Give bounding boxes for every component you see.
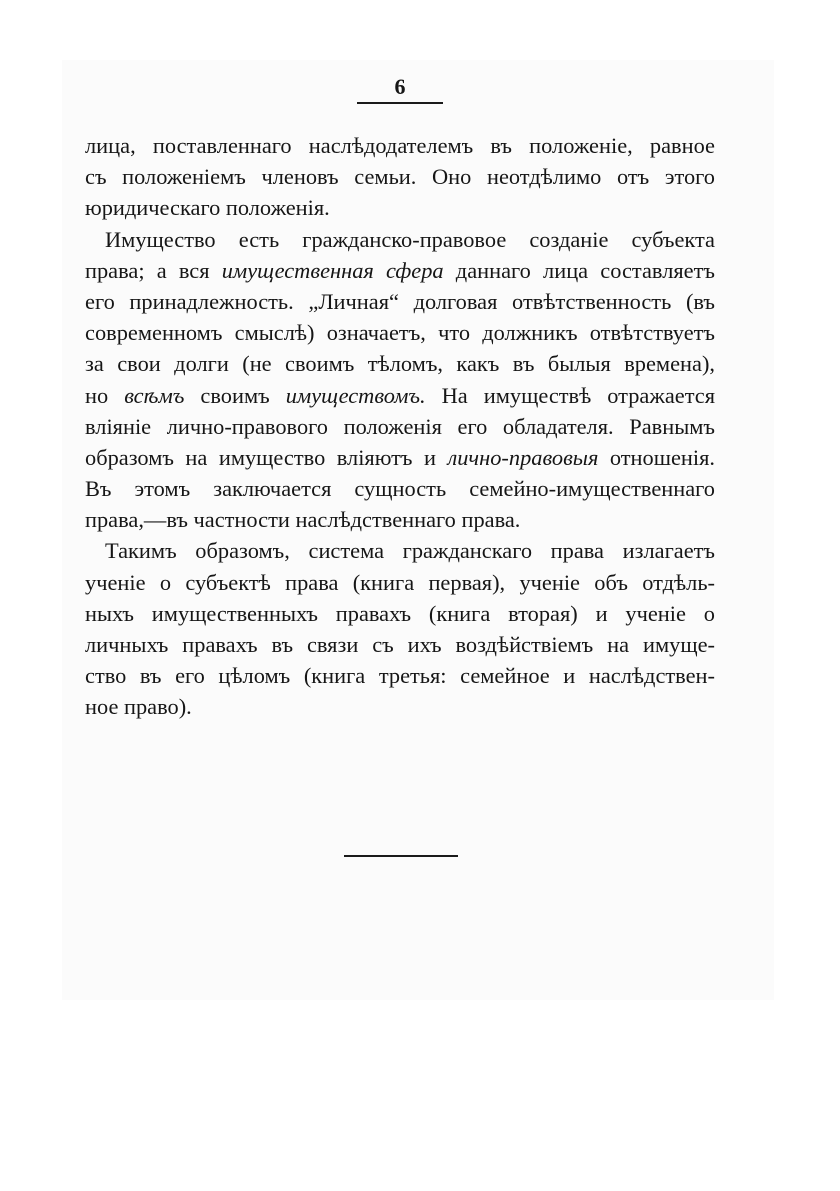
- text-segment: Въ этомъ заключается сущность семейно-имущественнаго: [85, 476, 715, 502]
- text-line: [85, 224, 715, 255]
- text-line: [85, 255, 715, 286]
- text-segment: отношенія.: [598, 444, 715, 470]
- text-segment: образомъ на имущество вліяютъ и: [85, 444, 448, 470]
- paragraph: [85, 224, 715, 536]
- text-segment: своимъ: [184, 382, 286, 408]
- page-number: 6: [394, 74, 406, 99]
- text-segment: Такимъ образомъ, система гражданскаго права излагаетъ: [105, 538, 715, 564]
- text-segment: съ положеніемъ членовъ семьи. Оно неотдѣлимо отъ этого: [85, 164, 715, 190]
- text-segment: юридическаго положенія.: [85, 195, 330, 221]
- text-line: [85, 598, 715, 629]
- italic-text: имущественная сфера: [221, 257, 444, 283]
- text-segment: ное право).: [85, 694, 192, 720]
- italic-text: всѣмъ: [124, 382, 185, 408]
- text-line: [85, 192, 715, 223]
- body-text: [85, 130, 715, 723]
- text-segment: ныхъ имущественныхъ правахъ (книга вторая) и ученіе о: [85, 600, 715, 626]
- text-line: [85, 473, 715, 504]
- text-segment: но: [85, 382, 125, 408]
- text-segment: даннаго лица составляетъ: [443, 257, 715, 283]
- text-line: [85, 380, 715, 411]
- text-line: [85, 130, 715, 161]
- text-line: [85, 691, 715, 722]
- text-segment: лица, поставленнаго наслѣдодателемъ въ положеніе, равное: [85, 133, 715, 158]
- text-segment: На имуществѣ отражается: [425, 382, 716, 408]
- text-segment: личныхъ правахъ въ связи съ ихъ воздѣйствіемъ на имуще-: [85, 632, 715, 657]
- text-segment: ученіе о субъектѣ права (книга первая), ученіе объ отдѣль-: [85, 569, 715, 595]
- paragraph: [85, 130, 715, 224]
- text-segment: Имущество есть гражданско-правовое созданіе субъекта: [105, 226, 715, 252]
- text-segment: права; а вся: [85, 257, 222, 283]
- text-segment: ство въ его цѣломъ (книга третья: семейное и наслѣдствен-: [85, 663, 715, 689]
- text-line: [85, 442, 715, 473]
- text-line: [85, 317, 715, 348]
- text-line: [85, 567, 715, 598]
- italic-text: лично-правовыя: [447, 444, 599, 470]
- page-number-rule: [357, 102, 443, 104]
- text-line: [85, 348, 715, 379]
- text-line: [85, 660, 715, 691]
- text-line: [85, 535, 715, 566]
- text-line: [85, 286, 715, 317]
- text-segment: современномъ смыслѣ) означаетъ, что должникъ отвѣтствуетъ: [85, 320, 715, 346]
- text-line: [85, 411, 715, 442]
- text-line: [85, 629, 715, 660]
- text-line: [85, 161, 715, 192]
- text-line: [85, 504, 715, 535]
- text-segment: вліяніе лично-правового положенія его обладателя. Равнымъ: [85, 413, 715, 439]
- text-segment: права,—въ частности наслѣдственнаго права.: [85, 507, 521, 533]
- text-segment: его принадлежность. „Личная“ долговая отвѣтственность (въ: [85, 288, 715, 314]
- text-segment: за свои долги (не своимъ тѣломъ, какъ въ былыя времена),: [85, 351, 715, 377]
- italic-text: имуществомъ.: [285, 382, 426, 408]
- end-rule: [344, 855, 458, 857]
- paragraph: [85, 535, 715, 722]
